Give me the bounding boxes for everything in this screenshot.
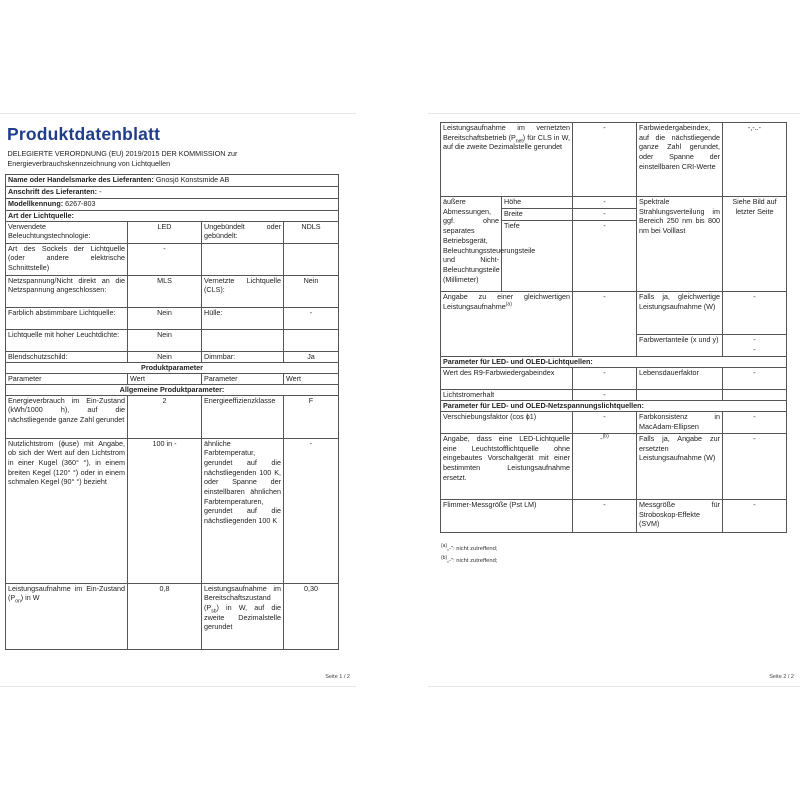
standby-label: Leistungsaufnahme im Bereitschaftszustand $(P_{sb})$ in W, auf die zweite Dezimalstelle gerundet <box>202 583 284 649</box>
general-params-heading: Allgemeine Produktparameter: <box>6 384 339 395</box>
energy-label: Energieverbrauch im Ein-Zustand (kWh/1000 h), auf die nächstliegende ganze Zahl gerundet <box>6 395 128 438</box>
color-tunable-value: Nein <box>128 307 202 329</box>
document-page-2 <box>428 113 800 687</box>
lifetime-label: Lebensdauerfaktor <box>637 368 723 390</box>
spectral-label: Spektrale Strahlungsverteilung im Bereich 250 nm bis 800 nm bei Volllast <box>637 197 723 292</box>
col-parameter-1: Parameter <box>6 373 128 384</box>
mains-heading: Parameter für LED- und OLED-Netzspannungslichtquellen: <box>441 401 787 412</box>
nondirectional-value: NDLS <box>284 221 339 243</box>
replace-label: Angabe, dass eine LED-Lichtquelle eine Leuchtstofflichtquelle ohne eingebautes Vorschaltgerät mit einer bestimmten Leistungsaufnahme ersetzt. <box>441 434 573 500</box>
flux-label: Nutzlichtstrom (ϕuse) mit Angabe, ob sich der Wert auf den Lichtstrom in einer Kugel (360° °), in einem breiten Kegel (120° °) oder in einem schmalen Kegel (90° °) bezieht <box>6 438 128 583</box>
energy-value: 2 <box>128 395 202 438</box>
consistency-value: - <box>723 412 787 434</box>
replace-power-label: Falls ja, Angabe zur ersetzten Leistungsaufnahme (W) <box>637 434 723 500</box>
r9-value: - <box>573 368 637 390</box>
spectral-value: Siehe Bild auf letzter Seite <box>723 197 787 292</box>
supplier-label: Name oder Handelsmarke des Lieferanten: <box>8 174 154 184</box>
socket-label: Art des Sockels der Lichtquelle (oder andere elektrische Schnittstelle) <box>6 243 128 275</box>
equivalent-power-label: Falls ja, gleichwertige Leistungsaufnahme (W) <box>637 292 723 335</box>
power-on-label: Leistungsaufnahme im Ein-Zustand $(P_{on})$ in W <box>6 583 128 649</box>
address-label: Anschrift des Lieferanten: <box>8 186 98 196</box>
chromaticity-label: Farbwertanteile (x und y) <box>637 335 723 357</box>
height-value: - <box>573 197 637 209</box>
connected-value: Nein <box>284 275 339 307</box>
mains-label: Netzspannung/Nicht direkt an die Netzspannung angeschlossen: <box>6 275 128 307</box>
efficiency-class-value: F <box>284 395 339 438</box>
socket-value: - <box>128 243 202 275</box>
color-tunable-label: Farblich abstimmbare Lichtquelle: <box>6 307 128 329</box>
displacement-value: - <box>573 412 637 434</box>
lifetime-value: - <box>723 368 787 390</box>
technology-value: LED <box>128 221 202 243</box>
equivalent-value: - <box>573 292 637 357</box>
flicker-value: - <box>573 500 637 533</box>
dimmable-value: Ja <box>284 351 339 362</box>
depth-label: Tiefe <box>502 221 573 292</box>
antiglare-value: Nein <box>128 351 202 362</box>
r9-label: Wert des R9-Farbwiedergabeindex <box>441 368 573 390</box>
product-params-heading: Produktparameter <box>6 362 339 373</box>
high-luminance-label: Lichtquelle mit hoher Leuchtdichte: <box>6 329 128 351</box>
maintenance-value: - <box>573 390 637 401</box>
supplier-row <box>6 174 339 186</box>
networked-standby-value: - <box>573 123 637 197</box>
cct-label: ähnliche Farbtemperatur, gerundet auf die nächstliegenden 100 K, oder Spanne der einstellbaren ähnlichen Farbtemperaturen, gerundet auf die nächstliegenden 100 K <box>202 438 284 583</box>
footnote-b: $^{(b)}$„-": nicht zutreffend; <box>441 555 498 564</box>
chromaticity-values: - - <box>723 335 787 357</box>
power-on-value: 0,8 <box>128 583 202 649</box>
page-title: Produktdatenblatt <box>7 124 161 144</box>
nondirectional-label: Ungebündelt oder gebündelt: <box>202 221 284 243</box>
displacement-label: Verschiebungsfaktor (cos ϕ1) <box>441 412 573 434</box>
width-value: - <box>573 209 637 221</box>
cri-label: Farbwiedergabeindex, auf die nächstliegende ganze Zahl gerundet, oder Spanne der einstellbaren CRI-Werte <box>637 123 723 197</box>
led-oled-heading: Parameter für LED- und OLED-Lichtquellen: <box>441 357 787 368</box>
regulation-text: DELEGIERTE VERORDNUNG (EU) 2019/2015 DER KOMMISSION zur Energieverbrauchskennzeichnung von Lichtquellen <box>6 149 339 174</box>
stroboscopic-label: Messgröße für Stroboskop-Effekte (SVM) <box>637 500 723 533</box>
col-value-1: Wert <box>128 373 202 384</box>
col-parameter-2: Parameter <box>202 373 284 384</box>
depth-value: - <box>573 221 637 292</box>
envelope-label: Hülle: <box>202 307 284 329</box>
dimmable-label: Dimmbar: <box>202 351 284 362</box>
equivalent-power-value: - <box>723 292 787 335</box>
height-label: Höhe <box>502 197 573 209</box>
envelope-value: - <box>284 307 339 329</box>
antiglare-label: Blendschutzschild: <box>6 351 128 362</box>
networked-standby-label: Leistungsaufnahme im vernetzten Bereitschaftsbetrieb $(P_{net})$ für CLS in W, auf die zweite Dezimalstelle gerundet <box>441 123 573 197</box>
model-value: 6267-803 <box>65 198 96 208</box>
page-footer-2: Seite 2 / 2 <box>769 674 794 680</box>
flux-value: 100 in - <box>128 438 202 583</box>
cri-value: -,-..- <box>723 123 787 197</box>
flicker-label: Flimmer-Messgröße (Pst LM) <box>441 500 573 533</box>
dimensions-label: äußere Abmessungen, ggf. ohne separates Betriebsgerät, Beleuchtungssteuerungsteile und Nicht-Beleuchtungsteile (Millimeter) <box>441 197 502 292</box>
supplier-value: Gnosjö Konstsmide AB <box>155 174 230 184</box>
address-value: - <box>99 186 102 196</box>
mains-value: MLS <box>128 275 202 307</box>
stroboscopic-value: - <box>723 500 787 533</box>
standby-value: 0,30 <box>284 583 339 649</box>
replace-power-value: - <box>723 434 787 500</box>
lightsource-type-heading: Art der Lichtquelle: <box>6 210 339 221</box>
page-footer-1: Seite 1 / 2 <box>325 674 350 680</box>
footnote-a: $^{(a)}$„-": nicht zutreffend; <box>441 543 498 552</box>
width-label: Breite <box>502 209 573 221</box>
efficiency-class-label: Energieeffizienzklasse <box>202 395 284 438</box>
maintenance-label: Lichtstromerhalt <box>441 390 573 401</box>
cct-value: - <box>284 438 339 583</box>
connected-label: Vernetzte Lichtquelle (CLS): <box>202 275 284 307</box>
equivalent-label: Angabe zu einer gleichwertigen Leistungsaufnahme$^{(a)}$ <box>441 292 573 357</box>
product-info-table <box>5 149 339 650</box>
high-luminance-value: Nein <box>128 329 202 351</box>
col-value-2: Wert <box>284 373 339 384</box>
model-label: Modellkennung: <box>8 198 64 208</box>
document-page-1 <box>0 113 356 687</box>
replace-value: -$^{(b)}$ <box>573 434 637 500</box>
model-row <box>6 198 339 210</box>
address-row <box>6 186 339 198</box>
consistency-label: Farbkonsistenz in MacAdam-Ellipsen <box>637 412 723 434</box>
parameters-table <box>440 122 787 533</box>
technology-label: Verwendete Beleuchtungstechnologie: <box>6 221 128 243</box>
